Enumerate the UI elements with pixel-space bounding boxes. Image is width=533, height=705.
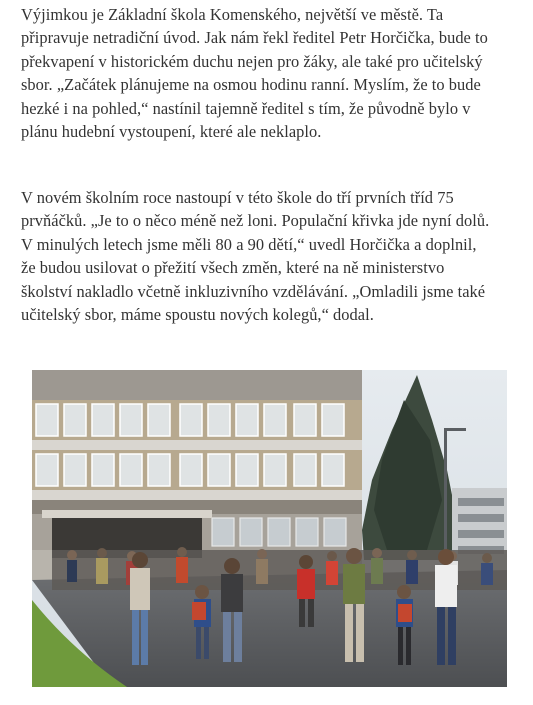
article-paragraph-2: V novém školním roce nastoupí v této škole do tří prvních tříd 75 prvňáčků. „Je to o něco méně než loni. Populační křivka jde nyní dolů. V minulých letech jsme měli 80 a 90 dětí,“ uvedl Horčička a doplnil, že budou usilovat o přežití všech změn, které na ně ministerstvo školství nakladlo včetně inkluzivního vzdělávání. „Omladili jsme také učitelský sbor, máme spoustu nových kolegů,“ dodal. (21, 188, 490, 325)
school-photo (32, 370, 507, 687)
article-paragraph-1: Výjimkou je Základní škola Komenského, největší ve městě. Ta připravuje netradiční úvod. Jak nám řekl ředitel Petr Horčička, bude to překvapení v historickém duchu nejen pro žáky, ale také pro učitelský sbor. „Začátek plánujeme na osmou hodinu ranní. Myslím, že to bude hezké i na pohled,“ nastínil tajemně ředitel s tím, že původně bylo v plánu hudební vystoupení, které ale neklaplo. (21, 5, 488, 142)
